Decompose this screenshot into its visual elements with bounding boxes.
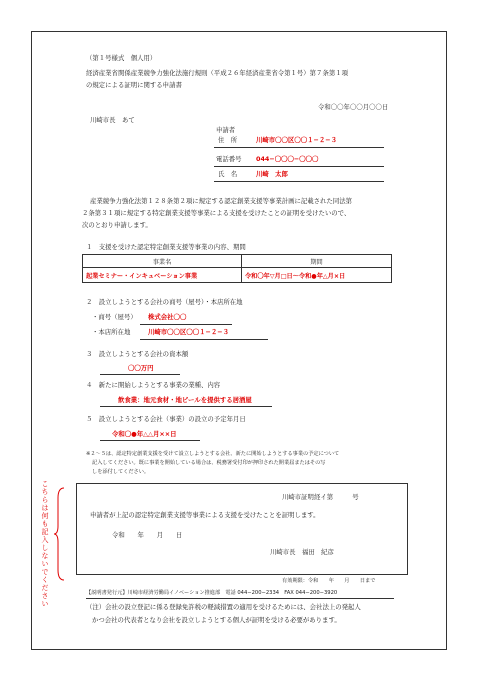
- certificate-issuer: 川崎市長 福田 紀彦: [270, 548, 334, 556]
- project-name-cell: 起業セミナー・インキュベーション事業: [83, 268, 242, 283]
- name-underline: [214, 181, 384, 182]
- address-underline: [214, 147, 384, 148]
- section3-title: ３ 設立しようとする会社の資本額: [86, 350, 189, 358]
- col-header-period: 期間: [242, 255, 392, 268]
- hq-underline: [140, 339, 268, 340]
- applicant-header: 申請者: [216, 126, 236, 134]
- side-bracket: [54, 486, 66, 582]
- certificate-date: 令和 年 月 日: [112, 531, 183, 539]
- support-table: [82, 254, 392, 283]
- phone-value: 044−〇〇〇−〇〇〇: [256, 155, 319, 163]
- section5-title: ５ 設立しようとする会社（事業）の設立の予定年月日: [86, 415, 246, 423]
- business-value: 飲食業：地元食材・地ビールを提供する居酒屋: [118, 396, 252, 404]
- note-line2: 記入してください。既に事業を開始している場合は、税務署受付印が押印された開業届またはその写: [92, 460, 326, 466]
- name-value: 川崎 太郎: [256, 170, 288, 178]
- name-label: 氏 名: [218, 170, 238, 178]
- hq-value: 川崎市〇〇区〇〇１−２−３: [148, 328, 230, 336]
- footnote-line2: かつ会社の代表者となり会社を設立しようとする個人が証明を受ける必要があります。: [92, 616, 341, 624]
- law-title-line2: の規定による証明に関する申請書: [86, 81, 182, 89]
- trade-name-underline: [140, 324, 232, 325]
- validity-period: 有効期限：令和 年 月 日まで: [282, 578, 376, 584]
- intro-line3: 次のとおり申請します。: [82, 221, 152, 229]
- law-title-line1: 経済産業省関係産業競争力強化法施行規則（平成２６年経済産業省令第１号）第７条第１項: [86, 69, 349, 77]
- intro-line2: ２条第３１項に規定する特定創業支援等事業による支援を受けたことの証明を受けたいので、: [82, 209, 351, 217]
- business-underline: [100, 406, 272, 407]
- certificate-text: 申請者が上記の認定特定創業支援等事業による支援を受けたことを証明します。: [90, 511, 320, 519]
- phone-underline: [214, 166, 384, 167]
- phone-label: 電話番号: [216, 155, 242, 163]
- address-value: 川崎市〇〇区〇〇１−２−３: [256, 136, 338, 144]
- establish-date-value: 令和〇●年△△月××日: [112, 430, 177, 438]
- trade-name-value: 株式会社〇〇: [148, 313, 187, 321]
- addressee: 川崎市長 あて: [90, 116, 135, 124]
- contact-underline: [86, 598, 394, 599]
- office-use-note: こちらは何も記入しないでください: [41, 480, 49, 608]
- trade-name-label: ・商号（屋号）: [92, 313, 137, 321]
- form-number: （第１号様式 個人用）: [86, 54, 157, 62]
- address-label: 住 所: [218, 136, 238, 144]
- section4-title: ４ 新たに開始しようとする事業の業種、内容: [86, 381, 221, 389]
- note-line1: ※２～５は、認定特定創業支援を受けて設立しようとする会社、新たに開始しようとする事業の予定について: [86, 451, 340, 457]
- section2-title: ２ 設立しようとする会社の商号（屋号）・本店所在地: [86, 298, 243, 306]
- intro-line1: 産業競争力強化法第１２８条第２項に規定する認定創業支援等事業計画に記載された同法第: [90, 197, 353, 205]
- capital-value: 〇〇万円: [128, 364, 154, 372]
- application-date: 令和〇〇年〇〇月〇〇日: [318, 103, 389, 111]
- issuer-contact: 【説明書発行元】川崎市経済労働局イノベーション推進部 電話 044−200−2334 FAX 044−200−3920: [86, 590, 338, 596]
- hq-label: ・本店所在地: [92, 328, 131, 336]
- certificate-number: 川崎市証明経イ第 号: [282, 493, 359, 501]
- note-line3: しを添付してください。: [92, 469, 150, 475]
- col-header-project: 事業名: [83, 255, 242, 268]
- period-cell: 令和〇年▽月□日～令和●年△月×日: [242, 268, 392, 283]
- establish-date-underline: [100, 440, 200, 441]
- capital-underline: [100, 374, 180, 375]
- footnote-line1: （注）会社の設立登記に係る登録免許税の軽減措置の適用を受けるためには、会社法上の発起人: [86, 603, 361, 611]
- section1-title: １ 支援を受けた認定特定創業支援等事業の内容、期間: [86, 243, 246, 251]
